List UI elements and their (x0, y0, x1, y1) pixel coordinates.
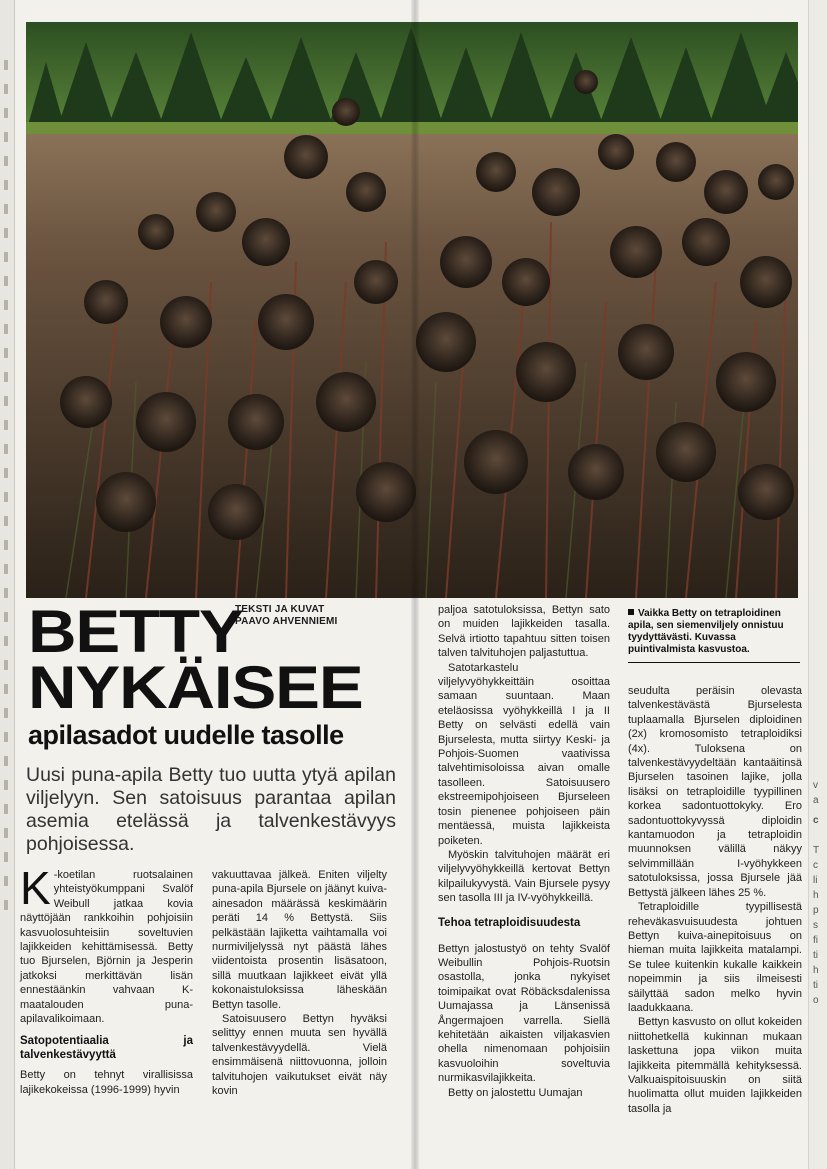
edge-fragment: v (813, 780, 818, 791)
edge-fragment: c (813, 815, 819, 826)
edge-fragment: fi (813, 935, 818, 946)
right-page-edge (808, 0, 827, 1169)
column-paragraph: seudulta peräisin olevasta talvenkestävästä Bjurselesta tuplaamalla Bjurselen diploidinen (2x) kromosomisto tetraploidiksi (4x). Tuloksena on talvenkestävyydeltään kantaäitinsä Bjurselen tasoinen lajike, jolla lisäksi on tetraploidille tyypillinen korkea sadontuottokyky. Ero sadontuottokyvyssä diploidin kantamuodon ja tetraploidin muunnoksen välillä näkyy selvimmillään I-vyöhykkeen satotuloksissa, jossa Bjursele jää Bettystä jälkeen lähes 25 %. (628, 685, 802, 899)
byline-label: TEKSTI JA KUVAT (235, 604, 325, 615)
headline-line-1: BETTY (28, 598, 243, 665)
article-column-3 (438, 603, 610, 1100)
edge-fragment: s (813, 920, 818, 931)
column-paragraph: paljoa satotuloksissa, Bettyn sato on muiden lajikkeiden tasalla. Selvä irtiotto tapahtuu sitten toisen talven talvituhojen paljastuttua. (438, 604, 610, 660)
column-paragraph: Betty on jalostettu Uumajan (448, 1086, 583, 1099)
byline-author: PAAVO AHVENNIEMI (235, 616, 338, 627)
lead-paragraph: Uusi puna-apila Betty tuo uutta ytyä apilan viljelyyn. Sen satoisuus parantaa apilan asemia etelässä ja talvenkestävyys pohjoisessa. (26, 764, 396, 855)
paragraph-text: -koetilan ruotsalainen yhteistyökumppani Svalöf Weibull jatkaa kovia näyttöjään rankkoihin pohjoisiin kasvuolosuhteisiin soveltuvien lajikkeiden kehittämisessä. Betty tuo Bjurselen, Björnin ja Jesperin jatkoksi merkittävän lisän ennestäänkin vahvaan K-maatalouden puna-apilavalikoimaan. (20, 869, 193, 1026)
subheadline: apilasadot uudelle tasolle (28, 720, 344, 750)
page-spine (411, 0, 419, 1169)
edge-fragment: p (813, 905, 819, 916)
headline-block (28, 598, 378, 750)
section-heading: Tehoa tetraploidisuudesta (438, 916, 581, 929)
section-heading: Satopotentiaalia ja talvenkestävyyttä (20, 1035, 193, 1062)
edge-fragment: a (813, 795, 819, 806)
column-paragraph (20, 862, 193, 1026)
edge-fragment: h (813, 965, 819, 976)
edge-fragment: o (813, 995, 819, 1006)
edge-fragment: ti (813, 980, 818, 991)
column-paragraph: Bettyn jalostustyö on tehty Svalöf Weibullin Pohjois-Ruotsin osastolla, jonka nykyiset toimipaikat ovat Röbäcksdalenissa Uumajassa ja Länsenissä Ångermajoen varrella. Siellä kehitetään aikaisten viljakasvien ohella nimenomaan pohjoisiin kasvuoloihin soveltuvia nurmikasvilajikkeita. (438, 942, 610, 1085)
photo-caption (628, 608, 800, 663)
drop-cap: K (20, 862, 51, 914)
column-paragraph: Bettyn kasvusto on ollut kokeiden niittohetkellä kukinnan mukaan laskettuna jopa viikon muita lajikkeita pitemmällä kehityksessä. Valkuaispitoisuuskin on siitä huolimatta ollut muiden lajikkeiden tasolla ja (628, 1016, 802, 1115)
caption-text: Vaikka Betty on tetraploidinen apila, sen siemenviljely onnistuu tyydyttävästi. Kuvassa puintivalmista kasvustoa. (628, 608, 784, 655)
article-column-2 (212, 868, 387, 1099)
edge-fragment: ti (813, 950, 818, 961)
column-paragraph: Myöskin talvituhojen määrät eri viljelyvyöhykkeillä kertovat Bettyn kilpailukyvystä. Vain Bjursele pysyy sen tasolla III ja IV-vyöhykkeillä. (438, 848, 610, 905)
edge-fragment: li (813, 875, 818, 886)
edge-fragment: c (813, 860, 818, 871)
article-column-4 (628, 684, 802, 1116)
headline-line-2: NYKÄISEE (28, 654, 363, 721)
headline (28, 598, 420, 721)
edge-fragment: T (813, 845, 820, 856)
article-column-1 (20, 862, 193, 1097)
column-paragraph: vakuuttavaa jälkeä. Eniten viljelty puna-apila Bjursele on jäänyt kuiva-ainesadon määrässä keskimäärin peräti 14 % Bettystä. Siis pelkästään lajiketta vaihtamalla voi nurmiviljelyssä nyt päästä lähes viidentoista prosentin lisäsatoon, sillä muutkaan lajikkeet eivät yllä kokonaistuloksissa läheskään Bettyn tasolle. (212, 869, 387, 1011)
left-edge-marks (1, 60, 11, 1060)
caption-square-icon (628, 609, 634, 615)
edge-fragment: h (813, 890, 819, 901)
column-paragraph: Betty on tehnyt virallisissa lajikekokeissa (1996-1999) hyvin (20, 1069, 193, 1096)
column-paragraph: Satoisuusero Bettyn hyväksi selittyy ennen muuta sen hyvällä talvenkestävyydellä. Vielä ensimmäisenä niittovuonna, jolloin talvituhojen vaikutukset eivät näy kovin (212, 1013, 387, 1098)
left-page-edge (0, 0, 15, 1169)
column-paragraph: Tetraploidille tyypillisestä reheväkasvuisuudesta johtuen Bettyn kuiva-ainepitoisuus on hieman muita lajikkeita matalampi. Se tulee kuitenkin kukalle kaikkein nopeimmin ja siis ilmeisesti säilyttää sadon melko hyvin laadukkaana. (628, 901, 802, 1014)
column-paragraph: Satotarkastelu viljelyvyöhykkeittäin osoittaa samaan suuntaan. Maan eteläosissa vyöhykkeillä I ja II Betty on selvästi edellä vain Bjurselesta, mutta siirtyy Keski- ja Pohjois-Suomen vaativissa talvehtimisoloissa aivan omalle tasolleen. Satoisuusero ekstreemipohjoiseen Bjurseleen tosin pienenee pohjoiseen päin mentäessä, muista lajikkeista poiketen. (438, 661, 610, 847)
